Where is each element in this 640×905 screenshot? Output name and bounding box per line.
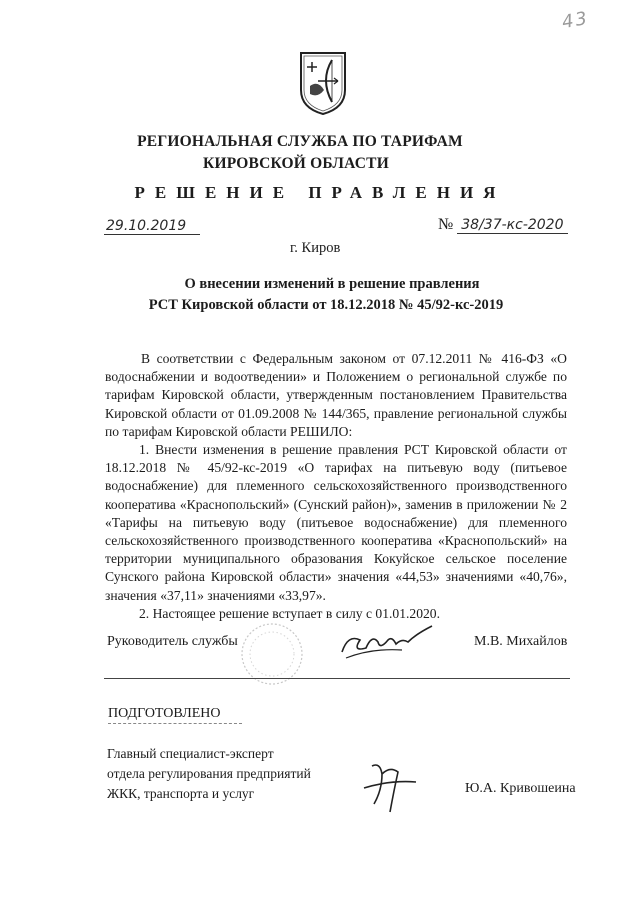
subject-line2: РСТ Кировской области от 18.12.2018 № 45/92-кс-2019 — [148, 297, 504, 313]
signatory-role: Руководитель службы — [107, 634, 238, 649]
page-number: 43 — [560, 7, 591, 34]
subject-line1: О внесении изменений в решение правления — [184, 276, 480, 292]
position-line1: Главный специалист-эксперт — [107, 746, 274, 761]
signatory-name: М.В. Михайлов — [474, 634, 568, 649]
preparer-position — [107, 744, 311, 804]
coat-of-arms-icon — [298, 50, 348, 116]
document-date: 29.10.2019 — [104, 218, 200, 235]
document-number — [438, 216, 568, 234]
stamp-seal — [232, 620, 312, 680]
position-line2: отдела регулирования предприятий — [107, 766, 311, 781]
preparer-signature — [360, 760, 422, 816]
position-line3: ЖКК, транспорта и услуг — [107, 786, 255, 801]
document-type-title: РЕШЕНИЕ ПРАВЛЕНИЯ — [134, 183, 506, 202]
prepared-label: ПОДГОТОВЛЕНО — [108, 706, 221, 721]
org-name-line2: КИРОВСКОЙ ОБЛАСТИ — [203, 155, 389, 172]
decision-item-1: 1. Внести изменения в решение правления РСТ Кировской области от 18.12.2018 № 45/92-кс-2019 «О тарифах на питьевую воду (питьевое водоснабжение) для племенного сельскохозяйственного производственного кооператива «Краснопольский» (Сунский район)», заменив в приложении № 2 «Тарифы на питьевую воду (питьевое водоснабжение) для племенного сельскохозяйственного производственного кооператива «Краснопольский» на территории муниципального образования Кокуйское сельское поселение Сунского района Кировской области» значения «44,53» значениями «40,76», значения «37,11» значениями «33,97». — [105, 442, 567, 603]
number-sign: № — [438, 216, 454, 233]
prepared-underline — [108, 723, 242, 724]
preamble-paragraph: В соответствии с Федеральным законом от 07.12.2011 № 416-ФЗ «О водоснабжении и водоотведении» и Положением о региональной службе по тарифам Кировской области, утвержденным постановлением Правительства Кировской области от 01.09.2008 № 144/365, правление региональной службы по тарифам Кировской области РЕШИЛО: — [105, 351, 567, 439]
org-name-line1: РЕГИОНАЛЬНАЯ СЛУЖБА ПО ТАРИФАМ — [137, 133, 463, 150]
preparer-name: Ю.А. Кривошеина — [465, 781, 576, 796]
city: г. Киров — [290, 240, 341, 256]
decision-item-2: 2. Настоящее решение вступает в силу с 01.01.2020. — [139, 605, 440, 621]
document-body — [105, 350, 567, 623]
document-number-value: 38/37-кс-2020 — [457, 217, 567, 234]
divider-line — [104, 678, 570, 679]
handwritten-signature — [332, 618, 436, 664]
